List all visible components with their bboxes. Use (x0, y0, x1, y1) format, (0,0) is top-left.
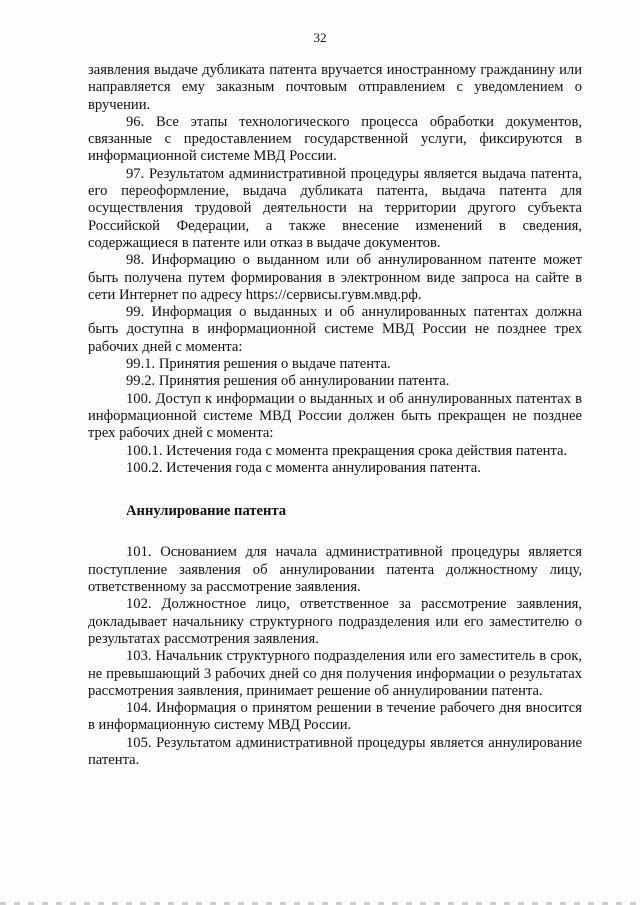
paragraph-100-2: 100.2. Истечения года с момента аннулирования патента. (126, 459, 481, 476)
paragraph-103: 103. Начальник структурного подразделения или его заместитель в срок, не превышающий 3 рабочих дней со дня получения информации о результатах рассмотрения заявления, принимает решение об аннулировании патента. (88, 648, 582, 699)
paragraph-100: 100. Доступ к информации о выданных и об аннулированных патентах в информационной системе МВД России должен быть прекращен не позднее трех рабочих дней с момента: (88, 390, 582, 442)
page-number: 32 (313, 30, 327, 45)
paragraph-105: 105. Результатом административной процедуры является аннулирование патента. (88, 734, 582, 768)
paragraph-100-1: 100.1. Истечения года с момента прекращения срока действия патента. (126, 442, 568, 459)
paragraph-99: 99. Информация о выданных и об аннулированных патентах должна быть доступна в информационной системе МВД России не позднее трех рабочих дней с момента: (88, 304, 582, 355)
paragraph-99-1: 99.1. Принятия решения о выдаче патента. (126, 356, 391, 373)
paragraph-continuation: заявления выдаче дубликата патента вручается иностранному гражданину или направляется ему заказным почтовым отправлением с уведомлением о вручении. (88, 62, 582, 113)
section-heading: Аннулирование патента (126, 503, 287, 520)
paragraph-96: 96. Все этапы технологического процесса обработки документов, связанные с предоставлением государственной услуги, фиксируются в информационной системе МВД России. (88, 113, 582, 165)
document-body (88, 62, 582, 769)
paragraph-98: 98. Информацию о выданном или об аннулированном патенте может быть получена путем формирования в электронном виде запроса на сайте в сети Интернет по адресу https://сервисы.гувм.мвд.рф. (88, 252, 582, 303)
paragraph-97: 97. Результатом административной процедуры является выдача патента, его переоформление, выдача дубликата патента, выдача патента для осуществления трудовой деятельности на территории другого субъекта Российской Федерации, а также внесение изменений в сведения, содержащиеся в патенте или отказ в выдаче документов. (88, 165, 582, 251)
paragraph-101: 101. Основанием для начала административной процедуры является поступление заявления об аннулировании патента должностному лицу, ответственному за рассмотрение заявления. (88, 544, 582, 596)
paragraph-99-2: 99.2. Принятия решения об аннулировании патента. (126, 373, 450, 390)
paragraph-104: 104. Информация о принятом решении в течение рабочего дня вносится в информационную систему МВД России. (88, 700, 582, 734)
paragraph-102: 102. Должностное лицо, ответственное за рассмотрение заявления, докладывает начальнику структурного подразделения или его заместителю о результатах рассмотрения заявления. (88, 596, 582, 647)
